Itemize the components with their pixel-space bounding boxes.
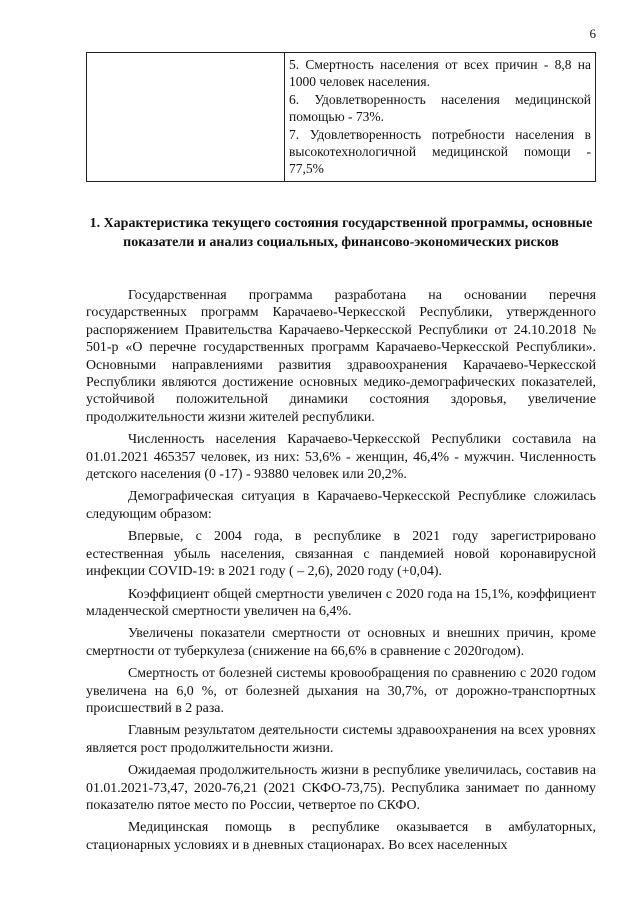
paragraph: Ожидаемая продолжительность жизни в республике увеличилась, составив на 01.01.2021-73,47, 2020-76,21 (2021 СКФО-73,75). Республика занимает по данному показателю пятое место по России, четвертое по СКФО. (86, 763, 596, 813)
paragraph: Государственная программа разработана на основании перечня государственных программ Карачаево-Черкесской Республики, утвержденного распоряжением Правительства Карачаево-Черкесской Республики от 24.10.2018 № 501-р «О перечне государственных программ Карачаево-Черкесской Республики». Основными направлениями развития здравоохранения Карачаево-Черкесской Республики являются достижение основных медико-демографических показателей, устойчивой положительной динамики состояния здоровья, увеличение продолжительности жизни жителей республики. (86, 288, 596, 425)
paragraph: Впервые, с 2004 года, в республике в 2021 году зарегистрировано естественная убыль населения, связанная с пандемией новой коронавирусной инфекции COVID-19: в 2021 году ( – 2,6), 2020 году (+0,04). (86, 529, 596, 580)
page-number: 6 (589, 26, 596, 41)
table-item: 7. Удовлетворенность потребности населения в высокотехнологичной медицинской помощи - 77,5% (289, 126, 591, 177)
table-cell-left (87, 53, 285, 181)
table-item: 6. Удовлетворенность населения медицинской помощью - 73%. (289, 91, 591, 125)
paragraph: Коэффициент общей смертности увеличен с 2020 года на 15,1%, коэффициент младенческой смертности увеличен на 6,4%. (86, 586, 596, 619)
section-body (86, 287, 596, 859)
paragraph: Главным результатом деятельности системы здравоохранения на всех уровнях является рост продолжительности жизни. (86, 723, 596, 756)
paragraph: Смертность от болезней системы кровообращения по сравнению с 2020 годом увеличена на 6,0 %, от болезней дыхания на 30,7%, от дорожно-транспортных происшествий в 2 раза. (86, 666, 596, 716)
indicators-table (86, 52, 596, 182)
paragraph: Численность населения Карачаево-Черкесской Республики составила на 01.01.2021 465357 человек, из них: 53,6% - женщин, 46,4% - мужчин. Численность детского населения (0 -17) - 93880 человек или 20,2%. (86, 432, 596, 483)
paragraph: Увеличены показатели смертности от основных и внешних причин, кроме смертности от туберкулеза (снижение на 66,6% в сравнение с 2020годом). (86, 626, 596, 659)
section-heading: 1. Характеристика текущего состояния государственной программы, основные показатели и анализ социальных, финансово-экономических рисков (89, 216, 593, 250)
paragraph: Демографическая ситуация в Карачаево-Черкесской Республике сложилась следующим образом: (86, 489, 596, 522)
paragraph: Медицинская помощь в республике оказывается в амбулаторных, стационарных условиях и в дневных стационарах. Во всех населенных (86, 820, 596, 853)
table-item: 5. Смертность населения от всех причин - 8,8 на 1000 человек населения. (289, 57, 591, 90)
table-cell-right (285, 53, 595, 181)
